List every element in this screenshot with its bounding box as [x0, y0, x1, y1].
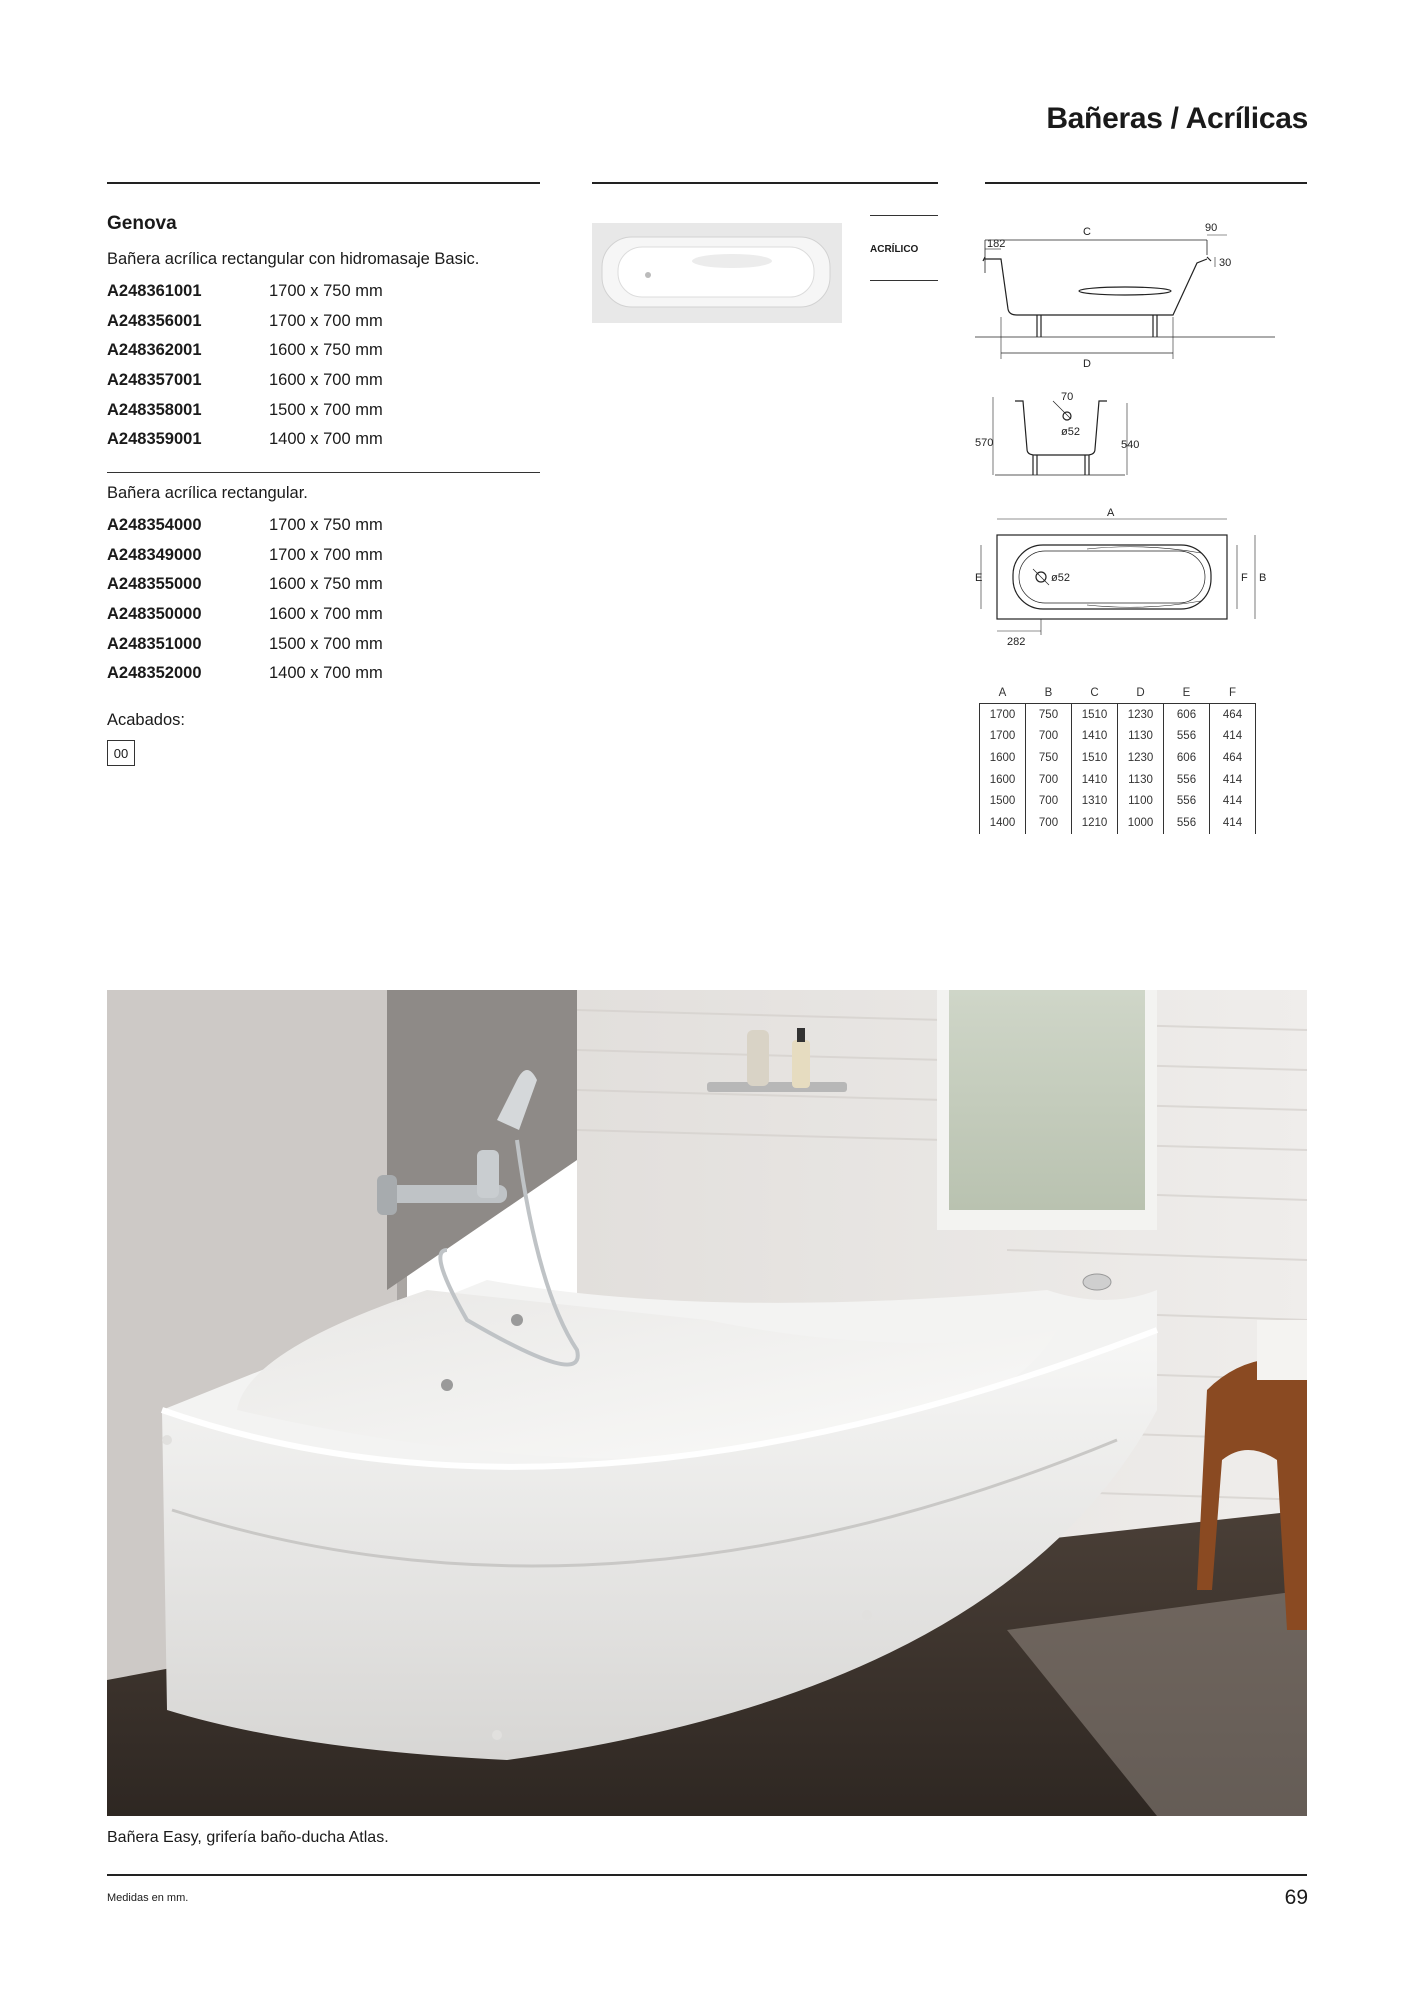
- table-header-row: A B C D E F: [998, 687, 1237, 699]
- top-view: [981, 519, 1255, 635]
- label-182: 182: [987, 238, 1006, 250]
- side-view: [975, 235, 1275, 359]
- table-row: 1700 700 1410 1130 556 414: [980, 726, 1256, 748]
- list-item: A248362001 1600 x 750 mm: [107, 341, 383, 360]
- product-name: Genova: [107, 213, 177, 234]
- label-30: 30: [1219, 257, 1232, 269]
- label-70: 70: [1061, 391, 1074, 403]
- label-f: F: [1241, 572, 1248, 584]
- page-number: 69: [1284, 1886, 1308, 1909]
- label-e: E: [975, 572, 983, 584]
- list-item: A248355000 1600 x 750 mm: [107, 575, 383, 594]
- bathroom-photo: [107, 990, 1307, 1816]
- table-row: 1600 700 1410 1130 556 414: [980, 769, 1256, 791]
- list-item: A248349000 1700 x 700 mm: [107, 545, 383, 564]
- list-item: A248352000 1400 x 700 mm: [107, 664, 383, 683]
- column-rule-middle: [592, 182, 938, 184]
- table-row: 1700 750 1510 1230 606 464: [980, 704, 1256, 726]
- page-title: Bañeras / Acrílicas: [1046, 102, 1308, 135]
- column-rule-right: [985, 182, 1307, 184]
- table-row: 1400 700 1210 1000 556 414: [980, 812, 1256, 834]
- group1-description: Bañera acrílica rectangular con hidromasaje Basic.: [107, 250, 480, 268]
- technical-drawing: [975, 213, 1275, 683]
- material-label: ACRÍLICO: [870, 244, 919, 255]
- label-b: B: [1259, 572, 1267, 584]
- list-item: A248357001 1600 x 700 mm: [107, 371, 383, 390]
- list-item: A248354000 1700 x 750 mm: [107, 516, 383, 535]
- photo-caption: Bañera Easy, grifería baño-ducha Atlas.: [107, 1829, 389, 1846]
- label-90: 90: [1205, 222, 1218, 234]
- finish-swatch: 00: [107, 740, 135, 766]
- group-divider: [107, 472, 540, 473]
- material-rule-top: [870, 215, 938, 216]
- material-rule-bottom: [870, 280, 938, 281]
- footer-note: Medidas en mm.: [107, 1892, 189, 1904]
- list-item: A248359001 1400 x 700 mm: [107, 430, 383, 449]
- label-c: C: [1083, 226, 1091, 238]
- group2-description: Bañera acrílica rectangular.: [107, 484, 308, 502]
- label-52-front: ø52: [1061, 426, 1080, 438]
- table-row: 1500 700 1310 1100 556 414: [980, 790, 1256, 812]
- list-item: A248361001 1700 x 750 mm: [107, 282, 383, 301]
- label-52-top: ø52: [1051, 572, 1070, 584]
- list-item: A248356001 1700 x 700 mm: [107, 311, 383, 330]
- footer-rule: [107, 1874, 1307, 1876]
- label-570: 570: [975, 437, 994, 449]
- table-row: 1600 750 1510 1230 606 464: [980, 747, 1256, 769]
- group2-list: [107, 511, 527, 689]
- list-item: A248351000 1500 x 700 mm: [107, 634, 383, 653]
- list-item: A248358001 1500 x 700 mm: [107, 400, 383, 419]
- column-rule-left: [107, 182, 540, 184]
- label-d: D: [1083, 358, 1091, 370]
- list-item: A248350000 1600 x 700 mm: [107, 605, 383, 624]
- label-a: A: [1107, 507, 1115, 519]
- product-thumbnail: [592, 223, 842, 323]
- finishes-label: Acabados:: [107, 711, 185, 729]
- front-view: [993, 397, 1127, 475]
- dimensions-table: [979, 683, 1256, 834]
- group1-list: [107, 277, 527, 455]
- label-540: 540: [1121, 439, 1140, 451]
- label-282: 282: [1007, 636, 1026, 648]
